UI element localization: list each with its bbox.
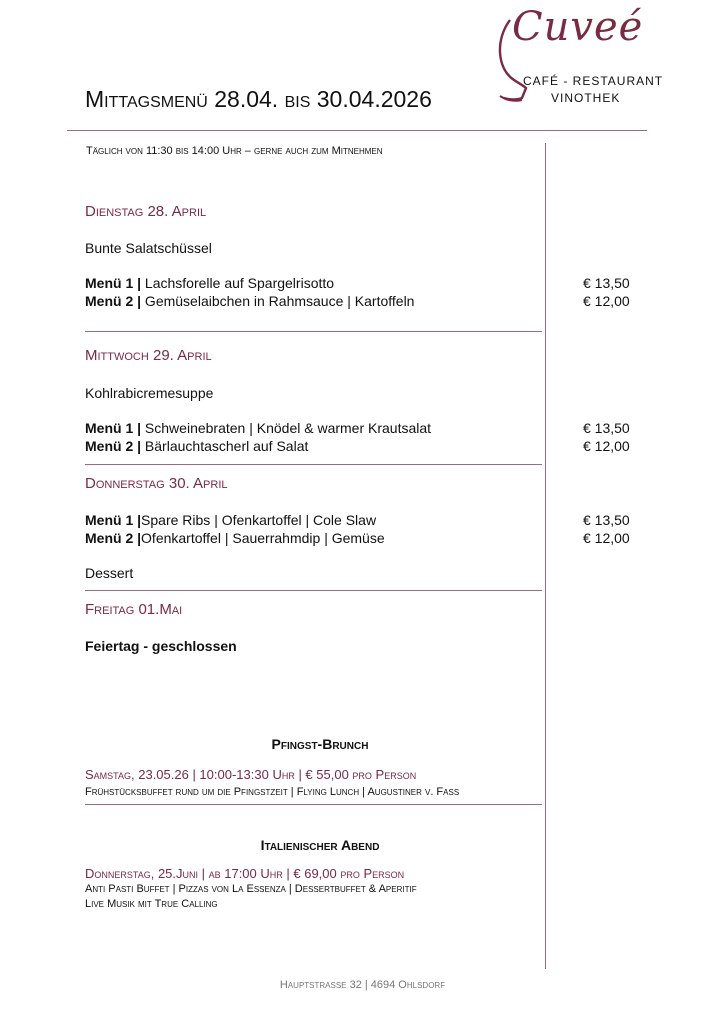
menu-price: € 12,00 [583, 438, 630, 454]
event-heading-pfingst-brunch: Pfingst-Brunch [271, 736, 369, 752]
menu-price: € 12,00 [583, 530, 630, 546]
day-heading-thursday: Donnerstag 30. April [85, 475, 228, 492]
menu-price: € 13,50 [583, 275, 630, 291]
event-description: Frühstücksbuffet rund um die Pfingstzeit | Flying Lunch | Augustiner v. Faß [85, 786, 460, 798]
event-description: Anti Pasti Buffet | Pizzas von La Essenza | Dessertbuffet & Aperitif [85, 883, 417, 895]
menu-dish: Spare Ribs | Ofenkartoffel | Cole Slaw [141, 512, 377, 528]
event-heading-italienischer-abend: Italienischer Abend [260, 837, 380, 853]
day-heading-friday: Freitag 01.Mai [85, 601, 183, 618]
day-heading-tuesday: Dienstag 28. April [85, 203, 207, 220]
menu-item [85, 275, 334, 291]
menu-dish: Ofenkartoffel | Sauerrahmdip | Gemüse [141, 530, 385, 546]
holiday-note: Feiertag - geschlossen [85, 638, 237, 654]
menu-label: Menü 2 | [85, 293, 142, 309]
menu-label: Menü 1 | [85, 275, 142, 291]
menu-dish: Schweinebraten | Knödel & warmer Krautsalat [141, 420, 432, 436]
opening-hours: Täglich von 11:30 bis 14:00 Uhr – gerne auch zum Mitnehmen [86, 145, 383, 157]
day-dessert-thursday: Dessert [85, 565, 134, 581]
menu-label: Menü 1 | [85, 512, 142, 528]
page-title: Mittagsmenü 28.04. bis 30.04.2026 [85, 86, 432, 112]
logo-script: Cuveé [512, 4, 644, 50]
menu-label: Menü 1 | [85, 420, 142, 436]
day-divider [85, 331, 542, 332]
menu-item [85, 293, 414, 309]
day-divider [85, 464, 542, 465]
day-starter-tuesday: Bunte Salatschüssel [85, 240, 212, 256]
event-details: Samstag, 23.05.26 | 10:00-13:30 Uhr | € 55,00 pro Person [85, 767, 417, 782]
menu-item [85, 512, 376, 528]
logo-tagline-1: CAFÉ - RESTAURANT [523, 74, 664, 88]
day-starter-wednesday: Kohlrabicremesuppe [85, 385, 214, 401]
event-description: Live Musik mit True Calling [85, 898, 218, 910]
menu-price: € 12,00 [583, 293, 630, 309]
menu-item [85, 420, 431, 436]
event-divider [85, 804, 542, 805]
menu-dish: Bärlauchtascherl auf Salat [141, 438, 309, 454]
menu-dish: Gemüselaibchen in Rahmsauce | Kartoffeln [141, 293, 415, 309]
footer-address: Hauptstraße 32 | 4694 Ohlsdorf [279, 979, 446, 991]
menu-price: € 13,50 [583, 512, 630, 528]
logo-tagline-2: VINOTHEK [551, 91, 621, 105]
menu-price: € 13,50 [583, 420, 630, 436]
day-divider [85, 590, 542, 591]
header-divider [67, 130, 647, 131]
menu-item [85, 530, 385, 546]
day-heading-wednesday: Mittwoch 29. April [85, 347, 212, 364]
event-details: Donnerstag, 25.Juni | ab 17:00 Uhr | € 69,00 pro Person [85, 866, 405, 881]
menu-label: Menü 2 | [85, 438, 142, 454]
menu-item [85, 438, 308, 454]
menu-label: Menü 2 | [85, 530, 142, 546]
menu-dish: Lachsforelle auf Spargelrisotto [141, 275, 335, 291]
